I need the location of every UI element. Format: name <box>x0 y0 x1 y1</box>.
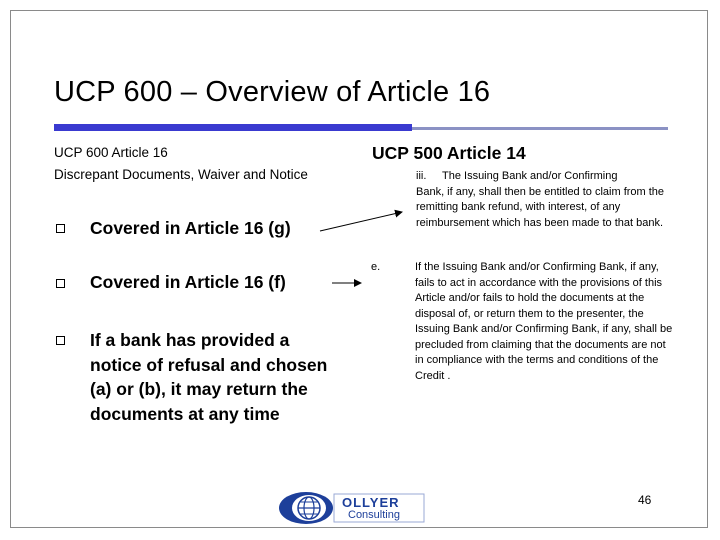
bullet-3-checkbox-icon <box>56 336 65 345</box>
page-number: 46 <box>638 493 652 507</box>
left-column-heading <box>54 142 344 186</box>
item-e-number: e. <box>371 261 381 273</box>
left-heading-line2: Discrepant Documents, Waiver and Notice <box>54 167 308 182</box>
title-underline-dark <box>54 124 412 131</box>
bullet-1-text: Covered in Article 16 (g) <box>90 218 291 238</box>
bullet-3-text: If a bank has provided a notice of refusal and chosen (a) or (b), it may return the documents at any time <box>90 330 328 424</box>
item-iii-text-first: The Issuing Bank and/or Confirming <box>442 170 618 182</box>
left-heading-line1: UCP 600 Article 16 <box>54 145 168 160</box>
company-logo <box>276 490 428 526</box>
logo-text-line1: OLLYER <box>342 495 400 510</box>
title-underline-light <box>412 127 668 130</box>
bullet-2-text: Covered in Article 16 (f) <box>90 272 286 292</box>
slide-title: UCP 600 – Overview of Article 16 <box>54 76 491 108</box>
bullet-2-checkbox-icon <box>56 279 65 288</box>
logo-text-line2: Consulting <box>348 509 400 521</box>
bullet-1-checkbox-icon <box>56 224 65 233</box>
item-iii-text-rest: Bank, if any, shall then be entitled to claim from the remitting bank refund, with interest, of any reimbursement which has been made to that bank. <box>416 185 665 229</box>
item-e-text: If the Issuing Bank and/or Confirming Bank, if any, fails to act in accordance with the provisions of this Article and/or fails to hold the documents at the disposal of, or return them to the presenter, the Issuing Bank and/or Confirming Bank, if any, shall be precluded from claiming that the documents are not in compliance with the terms and conditions of the Credit . <box>415 261 673 382</box>
item-iii-number: iii. <box>416 170 427 182</box>
right-column-heading: UCP 500 Article 14 <box>372 143 526 163</box>
